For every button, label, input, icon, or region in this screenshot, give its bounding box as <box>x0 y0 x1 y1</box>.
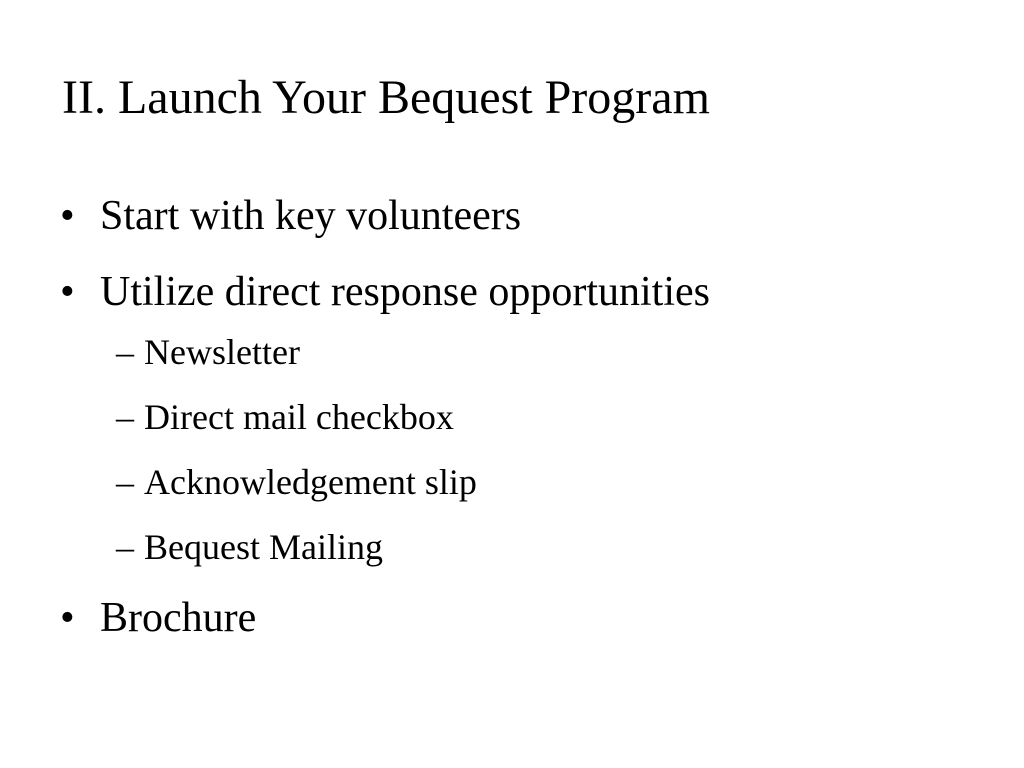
sub-marker: – <box>116 462 134 502</box>
bullet-text: Utilize direct response opportunities <box>100 269 711 315</box>
sub-item <box>60 460 710 504</box>
sub-item-text: Acknowledgement slip <box>144 462 477 502</box>
sub-list <box>60 330 710 569</box>
sub-marker: – <box>116 397 134 437</box>
bullet-item <box>60 188 710 244</box>
slide-title: II. Launch Your Bequest Program <box>62 71 710 124</box>
bullet-marker: • <box>60 269 75 315</box>
sub-item <box>60 525 710 569</box>
sub-marker: – <box>116 332 134 372</box>
sub-item-text: Newsletter <box>144 332 300 372</box>
sub-list-container <box>60 330 710 569</box>
bullet-marker: • <box>60 193 75 239</box>
sub-item <box>60 395 710 439</box>
bullet-text: Start with key volunteers <box>100 193 522 239</box>
sub-item-text: Direct mail checkbox <box>144 397 454 437</box>
sub-item <box>60 330 710 374</box>
sub-item-text: Bequest Mailing <box>144 527 383 567</box>
bullet-item <box>60 264 710 320</box>
bullet-text: Brochure <box>100 595 257 641</box>
bullet-item <box>60 590 710 646</box>
bullet-marker: • <box>60 595 75 641</box>
sub-marker: – <box>116 527 134 567</box>
bullet-list <box>60 188 710 666</box>
